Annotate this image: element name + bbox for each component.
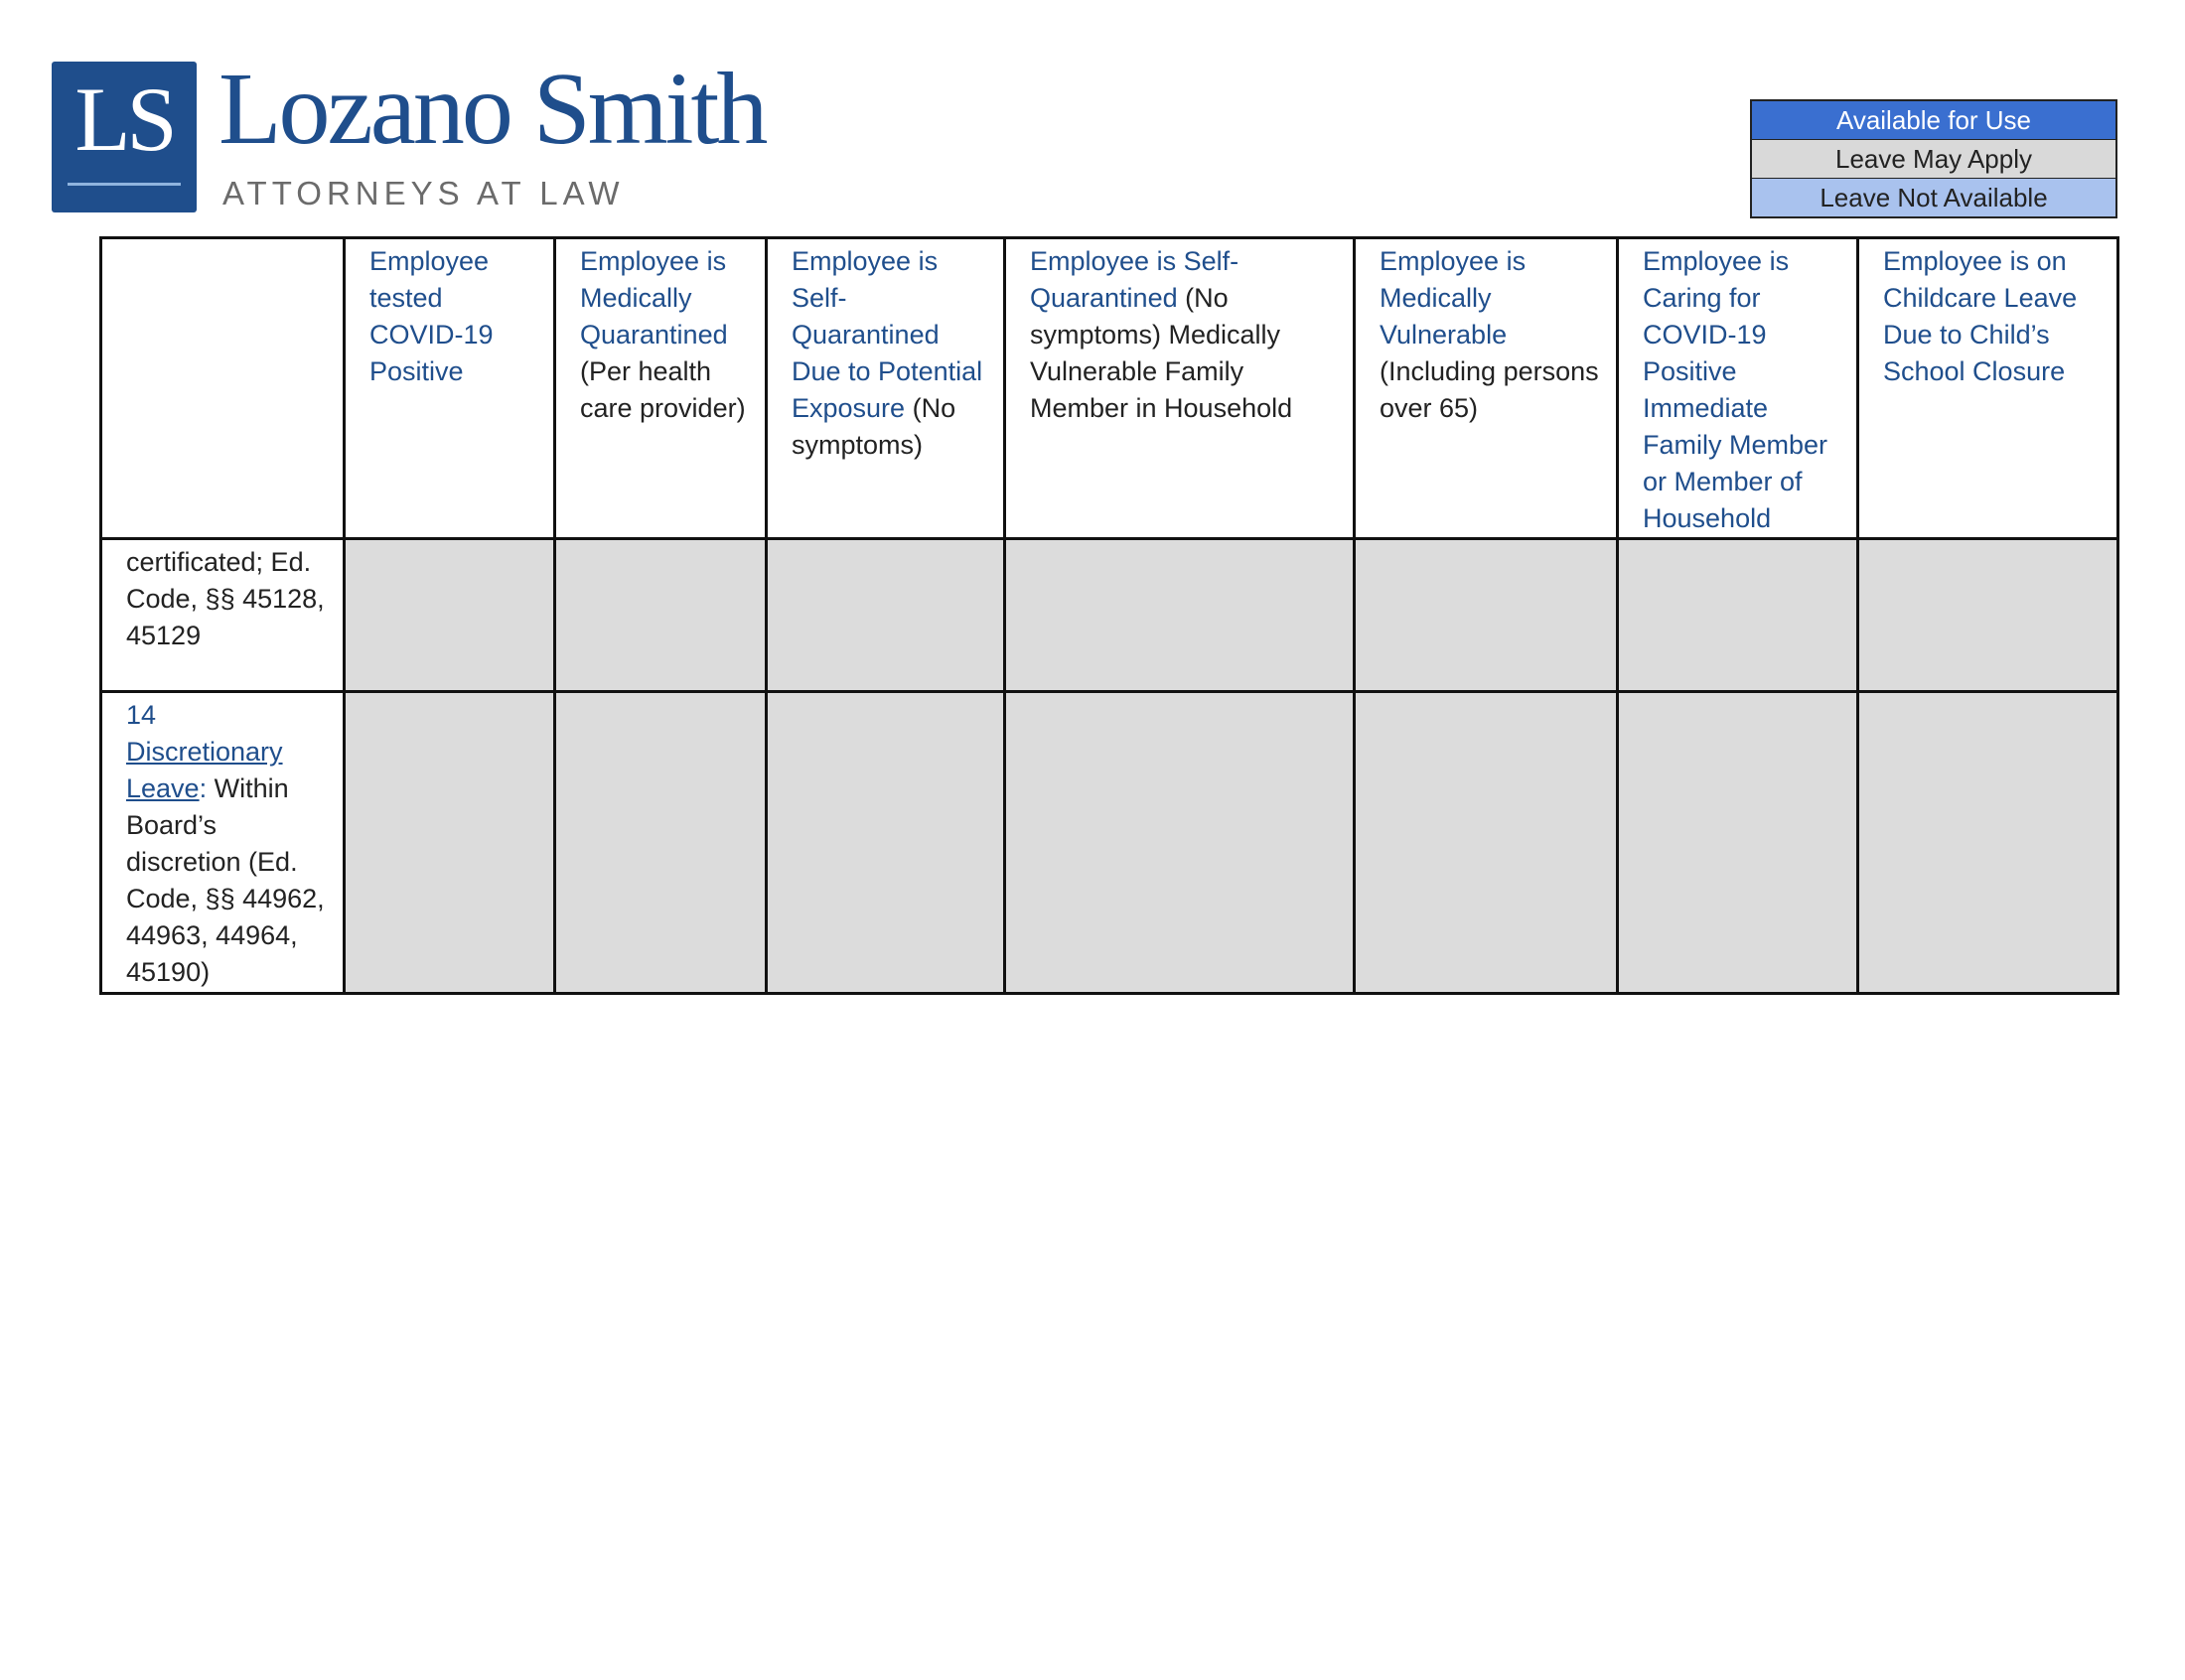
column-header-note: (No symptoms): [792, 393, 956, 460]
logo-mark: [52, 62, 197, 212]
logo-mark-rule: [68, 183, 181, 186]
header-corner-cell: [101, 238, 345, 539]
column-header: [1005, 238, 1355, 539]
column-header: [1618, 238, 1858, 539]
column-header: [1355, 238, 1618, 539]
column-header: [345, 238, 555, 539]
column-header-note: (Per health care provider): [580, 356, 746, 423]
leave-may-apply-cell: [767, 539, 1005, 692]
leave-may-apply-cell: [345, 692, 555, 994]
column-header-title: Employee is Medically Vulnerable: [1380, 246, 1527, 350]
logo-tagline: ATTORNEYS AT LAW: [222, 175, 625, 211]
leave-may-apply-cell: [555, 692, 767, 994]
column-header-title: Employee is Self-Quarantined: [1030, 246, 1239, 313]
table-header-row: [101, 238, 2118, 539]
leave-may-apply-cell: [1355, 539, 1618, 692]
legend-available: Available for Use: [1752, 101, 2115, 140]
legend-may-apply: Leave May Apply: [1752, 140, 2115, 179]
table-row: [101, 539, 2118, 692]
column-header: [555, 238, 767, 539]
column-header-title: Employee is Medically Quarantined: [580, 246, 728, 350]
column-header: [767, 238, 1005, 539]
leave-may-apply-cell: [345, 539, 555, 692]
leave-may-apply-cell: [1355, 692, 1618, 994]
leave-may-apply-cell: [1858, 692, 2118, 994]
logo-mark-letters: LS: [74, 69, 174, 170]
row-label-cell: [101, 539, 345, 692]
column-header-title: Employee tested COVID-19 Positive: [369, 246, 494, 386]
leave-may-apply-cell: [555, 539, 767, 692]
discretionary-leave-link[interactable]: Discretionary Leave: [126, 737, 283, 803]
logo-firm-name: Lozano Smith: [218, 52, 766, 166]
column-header-title: Employee is Caring for COVID-19 Positive Immediate Family Member or Member of Household: [1643, 246, 1828, 533]
row-label-colon: :: [199, 773, 208, 803]
leave-matrix-table: [99, 236, 2119, 995]
column-header: [1858, 238, 2118, 539]
leave-may-apply-cell: [1618, 692, 1858, 994]
leave-may-apply-cell: [767, 692, 1005, 994]
row-footnote-number: 14: [126, 700, 157, 730]
leave-may-apply-cell: [1005, 692, 1355, 994]
leave-may-apply-cell: [1618, 539, 1858, 692]
legend-not-available: Leave Not Available: [1752, 179, 2115, 216]
row-label-cell: [101, 692, 345, 994]
row-label-text: certificated; Ed. Code, §§ 45128, 45129: [126, 547, 325, 650]
table-row: [101, 692, 2118, 994]
column-header-note: (Including persons over 65): [1380, 356, 1599, 423]
column-header-title: Employee is on Childcare Leave Due to Child’s School Closure: [1883, 246, 2078, 386]
color-legend: [1750, 99, 2117, 218]
column-header-title: Employee is Self-Quarantined Due to Potential Exposure: [792, 246, 983, 423]
leave-may-apply-cell: [1005, 539, 1355, 692]
row-label-text: Within Board’s discretion (Ed. Code, §§ 44962, 44963, 44964, 45190): [126, 773, 325, 987]
leave-may-apply-cell: [1858, 539, 2118, 692]
column-header-note: (No symptoms) Medically Vulnerable Family Member in Household: [1030, 283, 1293, 423]
